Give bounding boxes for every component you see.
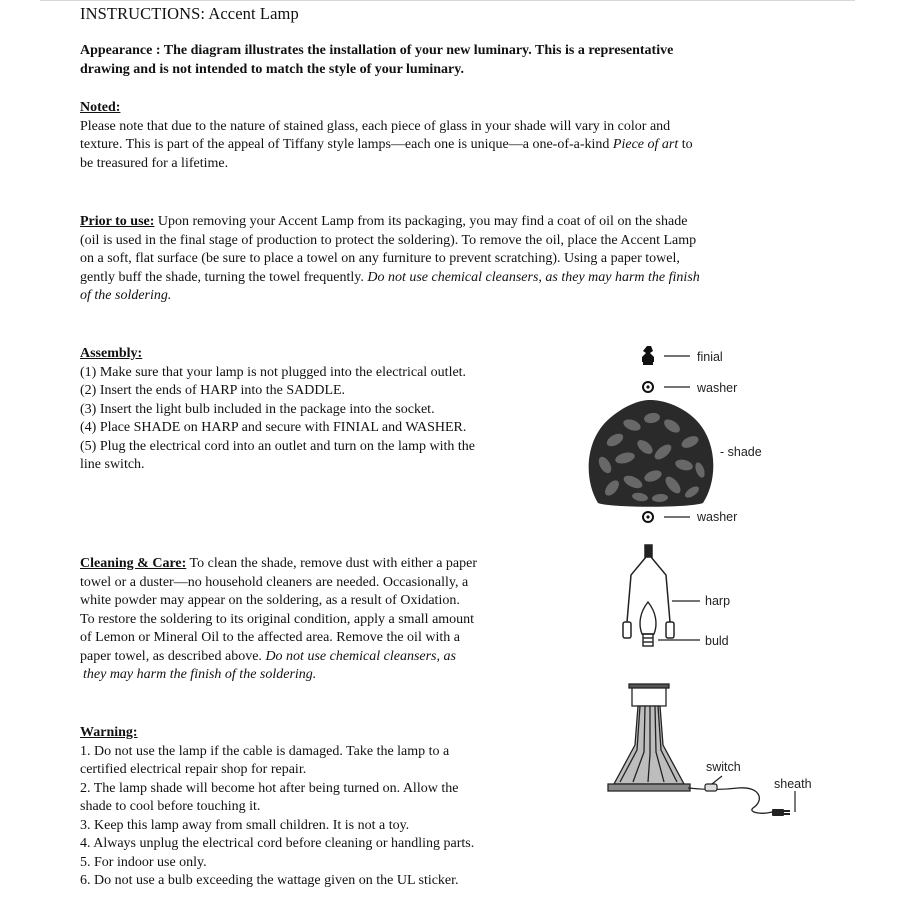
prior-line-text: gently buff the shade, turning the towel frequently. bbox=[80, 269, 368, 285]
plug-icon bbox=[772, 809, 790, 816]
harp-icon bbox=[623, 545, 674, 638]
warning-line: 5. For indoor use only. bbox=[80, 854, 207, 870]
cleaning-line: To restore the soldering to its original condition, apply a small amount bbox=[80, 611, 475, 627]
switch-leader bbox=[712, 776, 722, 784]
switch-icon bbox=[705, 784, 717, 791]
cleaning-line: white powder may appear on the soldering, as a result of Oxidation. bbox=[80, 593, 460, 608]
noted-line-text: texture. This is part of the appeal of Tiffany style lamps—each one is unique—a one-of-a-kind bbox=[80, 137, 613, 152]
noted-line: be treasured for a lifetime. bbox=[80, 155, 229, 171]
shade-icon bbox=[589, 400, 714, 507]
page-title: INSTRUCTIONS: Accent Lamp bbox=[80, 4, 299, 23]
cleaning-heading: Cleaning & Care: bbox=[80, 556, 187, 571]
warning-line: 4. Always unplug the electrical cord before cleaning or handling parts. bbox=[80, 836, 475, 851]
washer-bottom-icon bbox=[643, 512, 653, 522]
prior-line-italic: Do not use chemical cleansers, as they may harm the finish bbox=[367, 269, 700, 285]
warning-line: 1. Do not use the lamp if the cable is damaged. Take the lamp to a bbox=[80, 743, 450, 759]
cleaning-line: they may harm the finish of the soldering. bbox=[83, 667, 317, 682]
cleaning-line-italic: Do not use chemical cleansers, as bbox=[265, 648, 456, 664]
appearance-line: Appearance : The diagram illustrates the installation of your new luminary. This is a representative bbox=[80, 43, 674, 58]
cleaning-line: of Lemon or Mineral Oil to the affected area. Remove the oil with a bbox=[80, 630, 460, 645]
warning-line: 3. Keep this lamp away from small children. It is not a toy. bbox=[80, 817, 410, 833]
warning-line: 6. Do not use a bulb exceeding the wattage given on the UL sticker. bbox=[80, 873, 459, 888]
cleaning-line: To clean the shade, remove dust with either a paper bbox=[186, 556, 478, 571]
prior-line: Upon removing your Accent Lamp from its packaging, you may find a coat of oil on the shade bbox=[154, 214, 688, 229]
washer-top-icon bbox=[643, 382, 653, 392]
assembly-heading: Assembly: bbox=[80, 346, 143, 361]
prior-line: on a soft, flat surface (be sure to place a towel on any furniture to prevent scratching). Using a paper towel, bbox=[80, 251, 680, 266]
warning-heading: Warning: bbox=[80, 725, 138, 740]
prior-heading: Prior to use: bbox=[80, 214, 155, 229]
noted-line: Please note that due to the nature of stained glass, each piece of glass in your shade will vary in color and bbox=[80, 118, 671, 134]
switch-label: switch bbox=[706, 760, 741, 774]
washer-top-label: washer bbox=[697, 381, 738, 395]
shade-label: - shade bbox=[720, 445, 762, 459]
finial-icon bbox=[642, 346, 654, 365]
assembly-step: (5) Plug the electrical cord into an outlet and turn on the lamp with the bbox=[80, 438, 476, 454]
noted-line-end: to bbox=[678, 137, 693, 152]
bulb-label: buld bbox=[705, 634, 729, 648]
bulb-icon bbox=[640, 602, 656, 646]
harp-label: harp bbox=[705, 594, 731, 608]
appearance-line: drawing and is not intended to match the style of your luminary. bbox=[80, 61, 464, 77]
lamp-base-icon bbox=[608, 684, 690, 791]
sheath-label: sheath bbox=[774, 777, 812, 791]
prior-line: of the soldering. bbox=[80, 288, 172, 303]
assembly-step: (4) Place SHADE on HARP and secure with FINIAL and WASHER. bbox=[80, 420, 467, 435]
assembly-step: (2) Insert the ends of HARP into the SADDLE. bbox=[80, 383, 346, 398]
assembly-step: (3) Insert the light bulb included in the package into the socket. bbox=[80, 401, 435, 417]
noted-line-italic: Piece of art bbox=[612, 137, 679, 152]
cleaning-line: towel or a duster—no household cleaners are needed. Occasionally, a bbox=[80, 574, 469, 590]
prior-line: (oil is used in the final stage of production to protect the soldering). To remove the oil, place the Accent Lamp bbox=[80, 232, 697, 248]
power-cord bbox=[688, 788, 772, 813]
warning-line: certified electrical repair shop for repair. bbox=[80, 762, 307, 777]
noted-heading: Noted: bbox=[80, 100, 121, 115]
assembly-step: (1) Make sure that your lamp is not plugged into the electrical outlet. bbox=[80, 364, 467, 380]
assembly-step: line switch. bbox=[80, 457, 145, 472]
cleaning-line-text: paper towel, as described above. bbox=[80, 648, 266, 664]
warning-line: 2. The lamp shade will become hot after being turned on. Allow the bbox=[80, 780, 459, 796]
washer-bottom-label: washer bbox=[697, 510, 738, 524]
finial-label: finial bbox=[697, 350, 723, 364]
warning-line: shade to cool before touching it. bbox=[80, 799, 261, 814]
